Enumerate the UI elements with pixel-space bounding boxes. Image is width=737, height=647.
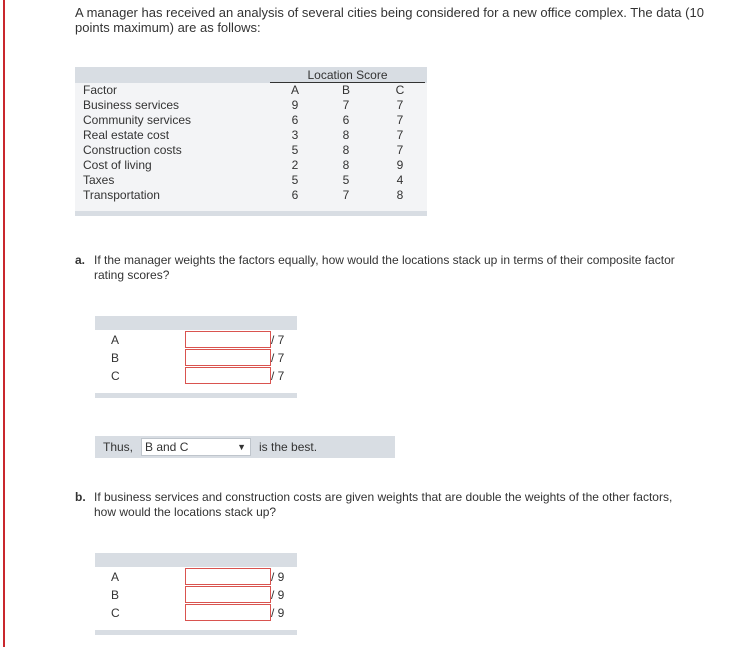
score-b: 8 (342, 128, 350, 142)
score-input-c[interactable] (185, 367, 271, 384)
score-b: 8 (342, 143, 350, 157)
denominator: / 9 (271, 606, 285, 620)
score-c: 8 (396, 188, 404, 202)
score-a: 5 (291, 143, 299, 157)
score-input-a[interactable] (185, 568, 271, 585)
score-a: 3 (291, 128, 299, 142)
answer-table-footer (95, 393, 297, 398)
denominator: / 7 (271, 351, 285, 365)
location-label: B (111, 351, 120, 365)
question-b-label: b. (75, 490, 86, 504)
best-location-dropdown[interactable] (141, 438, 251, 456)
denominator: / 7 (271, 369, 285, 383)
score-a: 6 (291, 188, 299, 202)
score-c: 7 (396, 128, 404, 142)
denominator: / 9 (271, 588, 285, 602)
factor-name: Cost of living (83, 158, 152, 172)
question-b (75, 490, 695, 522)
score-a: 5 (291, 173, 299, 187)
answer-table-a (95, 316, 297, 400)
score-b: 7 (342, 98, 350, 112)
factor-name: Transportation (83, 188, 160, 202)
table-footer-band (75, 211, 427, 216)
score-input-c[interactable] (185, 604, 271, 621)
table-row (75, 113, 427, 128)
question-a-text: If the manager weights the factors equally, how would the locations stack up in terms of their composite factor rating scores? (94, 253, 675, 282)
table-row (75, 143, 427, 158)
factor-name: Community services (83, 113, 192, 127)
answer-row-c (95, 604, 297, 622)
answer-table-footer (95, 630, 297, 635)
table-row (75, 98, 427, 113)
score-a: 6 (291, 113, 299, 127)
header-c: C (395, 83, 405, 97)
answer-row-c (95, 367, 297, 385)
thus-suffix: is the best. (259, 440, 318, 454)
question-a (75, 253, 695, 285)
answer-row-b (95, 349, 297, 367)
table-row (75, 158, 427, 173)
location-label: B (111, 588, 120, 602)
question-b-text: If business services and construction costs are given weights that are double the weights of the other factors, how would the locations stack up? (94, 490, 673, 519)
answer-row-b (95, 586, 297, 604)
score-b: 5 (342, 173, 350, 187)
answer-table-header (95, 553, 297, 567)
dropdown-selected-value: B and C (145, 440, 189, 454)
conclusion-bar (95, 436, 395, 458)
answer-table-header (95, 316, 297, 330)
score-c: 7 (396, 113, 404, 127)
score-input-b[interactable] (185, 349, 271, 366)
thus-prefix: Thus, (103, 440, 134, 454)
factor-name: Taxes (83, 173, 115, 187)
score-b: 8 (342, 158, 350, 172)
question-a-label: a. (75, 253, 86, 267)
score-input-a[interactable] (185, 331, 271, 348)
dropdown-arrow-icon: ▼ (237, 442, 246, 452)
location-label: C (111, 606, 120, 620)
factor-name: Construction costs (83, 143, 182, 157)
score-c: 7 (396, 98, 404, 112)
table-row (75, 188, 427, 203)
score-c: 9 (396, 158, 404, 172)
score-a: 2 (291, 158, 299, 172)
table-row (75, 128, 427, 143)
score-a: 9 (291, 98, 299, 112)
denominator: / 7 (271, 333, 285, 347)
table-row (75, 173, 427, 188)
header-b: B (341, 83, 350, 97)
location-label: C (111, 369, 120, 383)
location-score-title: Location Score (307, 68, 388, 82)
left-accent-rule (3, 0, 5, 647)
factor-name: Business services (83, 98, 180, 112)
score-b: 7 (342, 188, 350, 202)
location-label: A (111, 570, 120, 584)
location-score-table (75, 67, 427, 216)
score-input-b[interactable] (185, 586, 271, 603)
answer-row-a (95, 568, 297, 586)
problem-intro: A manager has received an analysis of several cities being considered for a new office complex. The data (10 points maximum) are as follows: (75, 5, 704, 35)
header-a: A (290, 83, 299, 97)
table-column-header (75, 83, 427, 97)
score-c: 7 (396, 143, 404, 157)
score-c: 4 (396, 173, 404, 187)
answer-table-b (95, 553, 297, 637)
score-b: 6 (342, 113, 350, 127)
answer-row-a (95, 331, 297, 349)
header-factor: Factor (83, 83, 118, 97)
location-label: A (111, 333, 120, 347)
factor-name: Real estate cost (83, 128, 170, 142)
denominator: / 9 (271, 570, 285, 584)
